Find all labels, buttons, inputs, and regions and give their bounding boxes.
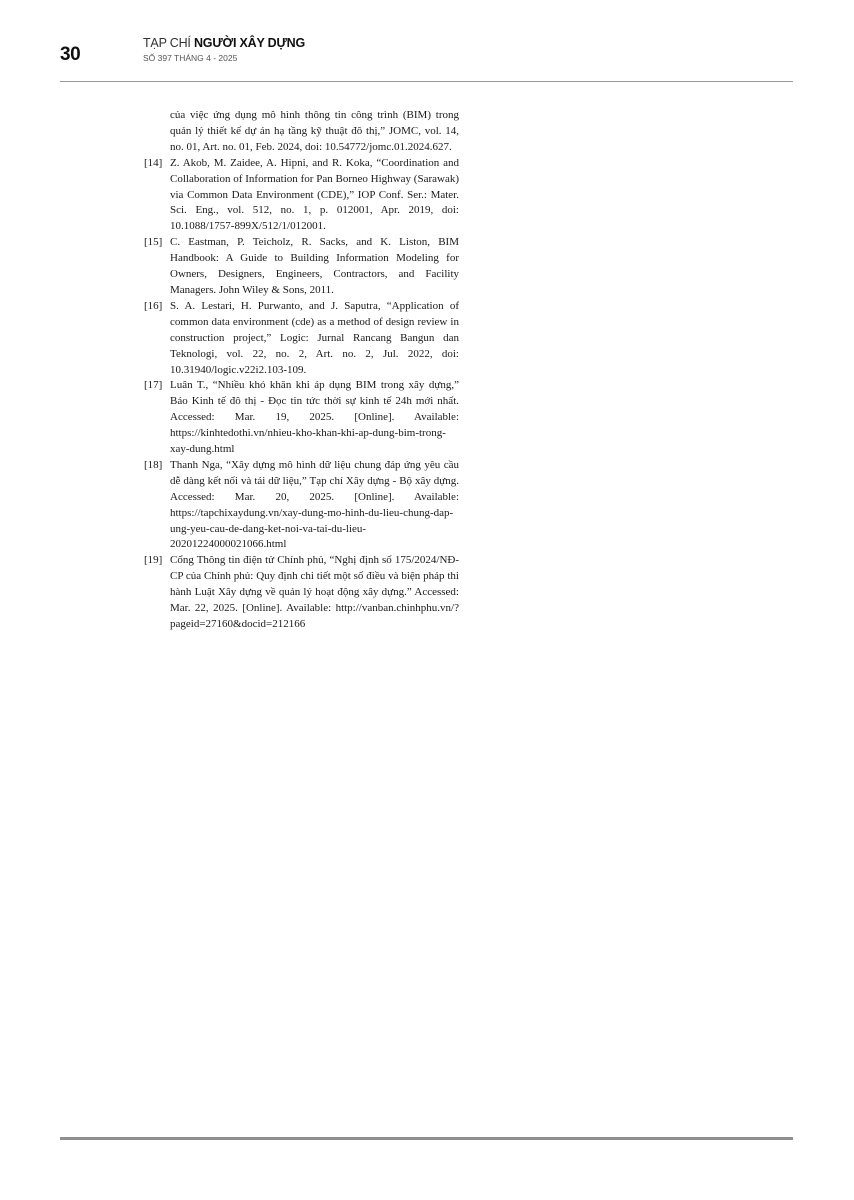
reference-item bbox=[144, 156, 459, 236]
reference-number: [15] bbox=[144, 236, 163, 249]
journal-prefix: TẠP CHÍ bbox=[143, 36, 191, 50]
journal-masthead bbox=[143, 36, 305, 63]
reference-number: [18] bbox=[144, 458, 163, 471]
reference-list bbox=[144, 108, 459, 633]
header-divider bbox=[60, 81, 793, 82]
reference-item bbox=[144, 378, 459, 458]
journal-name: NGƯỜI XÂY DỰNG bbox=[193, 36, 305, 50]
issue-info: SỐ 397 THÁNG 4 - 2025 bbox=[143, 53, 238, 63]
reference-number: [19] bbox=[144, 554, 163, 567]
reference-number: [17] bbox=[144, 379, 163, 392]
reference-text: Thanh Nga, “Xây dựng mô hình dữ liệu chung đáp ứng yêu cầu dễ dàng kết nối và tái dữ liệu,” Tạp chí Xây dựng - Bộ xây dựng. Accessed: Mar. 20, 2025. [Online]. Available: https://tapchixaydung.vn/xay-dung-mo-hinh-du-lieu-chung-dap-ung-yeu-cau-de-dang-ket-noi-va-tai-du-lieu-20201224000021066.html bbox=[170, 458, 459, 551]
reference-item bbox=[144, 553, 459, 633]
reference-item bbox=[144, 299, 459, 379]
reference-text: Cổng Thông tin điện tử Chính phủ, “Nghị định số 175/2024/NĐ-CP của Chính phủ: Quy định chi tiết một số điều và biện pháp thi hành Luật Xây dựng về quản lý hoạt động xây dựng.” Accessed: Mar. 22, 2025. [Online]. Available: http://vanban.chinhphu.vn/?pageid=27160&docid=212166 bbox=[170, 554, 459, 630]
footer-divider bbox=[60, 1137, 793, 1140]
reference-item bbox=[144, 235, 459, 299]
reference-text: của việc ứng dụng mô hình thông tin công trình (BIM) trong quản lý thiết kế dự án hạ tầng kỹ thuật đô thị,” JOMC, vol. 14, no. 01, Art. no. 01, Feb. 2024, doi: 10.54772/jomc.01.2024.627. bbox=[170, 109, 459, 153]
journal-title bbox=[143, 36, 305, 50]
reference-number: [16] bbox=[144, 299, 163, 312]
reference-number: [14] bbox=[144, 156, 163, 169]
reference-text: S. A. Lestari, H. Purwanto, and J. Saputra, “Application of common data environment (cde) as a method of design review in construction project,” Logic: Jurnal Rancang Bangun dan Teknologi, vol. 22, no. 2, Art. no. 2, Jul. 2022, doi: 10.31940/logic.v22i2.103-109. bbox=[170, 299, 459, 376]
reference-text: C. Eastman, P. Teicholz, R. Sacks, and K. Liston, BIM Handbook: A Guide to Building Information Modeling for Owners, Designers, Engineers, Contractors, and Facility Managers. John Wiley & Sons, 2011. bbox=[170, 236, 459, 296]
reference-item bbox=[144, 108, 459, 156]
reference-text: Z. Akob, M. Zaidee, A. Hipni, and R. Koka, “Coordination and Collaboration of Information for Pan Borneo Highway (Sarawak) via Common Data Environment (CDE),” IOP Conf. Ser.: Mater. Sci. Eng., vol. 512, no. 1, p. 012001, Apr. 2019, doi: 10.1088/1757-899X/512/1/012001. bbox=[170, 156, 459, 233]
page-number: 30 bbox=[60, 44, 81, 65]
reference-item bbox=[144, 458, 459, 553]
reference-text: Luân T., “Nhiều khó khăn khi áp dụng BIM trong xây dựng,” Báo Kinh tế đô thị - Đọc tin tức thời sự kinh tế 24h mới nhất. Accessed: Mar. 19, 2025. [Online]. Available: https://kinhtedothi.vn/nhieu-kho-khan-khi-ap-dung-bim-trong-xay-dung.html bbox=[170, 379, 459, 456]
